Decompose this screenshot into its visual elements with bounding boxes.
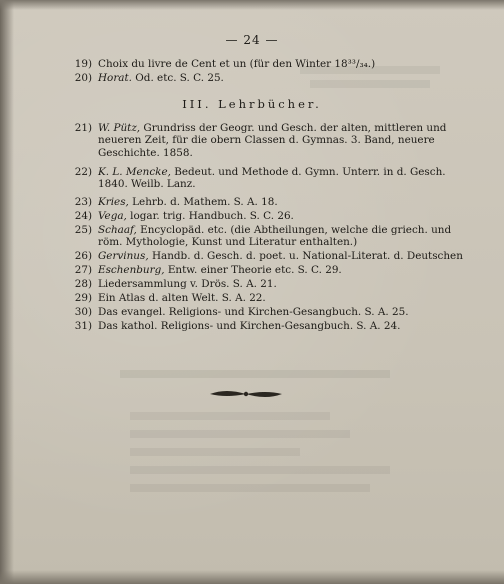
item-number: 20): [74, 72, 92, 84]
item-number: 29): [74, 292, 92, 304]
item-text: Choix du livre de Cent et un (für den Winter 18³³/₃₄.): [98, 58, 376, 70]
page-shadow-top: [0, 0, 504, 10]
item-text: Das kathol. Religions- und Kirchen-Gesangbuch. S. A. 24.: [98, 320, 401, 332]
item-text: Kries, Lehrb. d. Mathem. S. A. 18.: [98, 196, 278, 208]
item-number: 30): [74, 306, 92, 318]
item-text: Vega, logar. trig. Handbuch. S. C. 26.: [98, 210, 294, 222]
item-text: W. Pütz, Grundriss der Geogr. und Gesch. der alten, mittleren und neueren Zeit, für die obern Classen d. Gymnas. 3. Band, neuere Geschichte. 1858.: [98, 122, 447, 159]
item-number: 24): [74, 210, 92, 222]
item-text: Eschenburg, Entw. einer Theorie etc. S. C. 29.: [98, 264, 342, 276]
section-heading: III. Lehrbücher.: [182, 97, 322, 111]
page-number: — 24 —: [225, 33, 279, 47]
item-text: Schaaf, Encyclopäd. etc. (die Abtheilungen, welche die griech. und röm. Mythologie, Kunst und Literatur enthalten.): [98, 224, 452, 249]
item-number: 21): [74, 122, 92, 134]
page-shadow-bottom: [0, 570, 504, 584]
item-number: 22): [74, 166, 92, 178]
item-number: 27): [74, 264, 92, 276]
item-text: Liedersammlung v. Drös. S. A. 21.: [98, 278, 277, 290]
item-text: K. L. Mencke, Bedeut. und Methode d. Gymn. Unterr. in d. Gesch. 1840. Weilb. Lanz.: [98, 166, 446, 191]
item-text: Das evangel. Religions- und Kirchen-Gesangbuch. S. A. 25.: [98, 306, 409, 318]
item-number: 23): [74, 196, 92, 208]
page-shadow-left: [0, 0, 14, 584]
item-number: 26): [74, 250, 92, 262]
item-text: Gervinus, Handb. d. Gesch. d. poet. u. National-Literat. d. Deutschen: [98, 250, 463, 262]
item-number: 31): [74, 320, 92, 332]
item-number: 25): [74, 224, 92, 236]
item-number: 28): [74, 278, 92, 290]
item-text: Ein Atlas d. alten Welt. S. A. 22.: [98, 292, 266, 304]
item-number: 19): [74, 58, 92, 70]
item-text: Horat. Od. etc. S. C. 25.: [98, 72, 224, 84]
ornament-divider-icon: [208, 386, 284, 402]
